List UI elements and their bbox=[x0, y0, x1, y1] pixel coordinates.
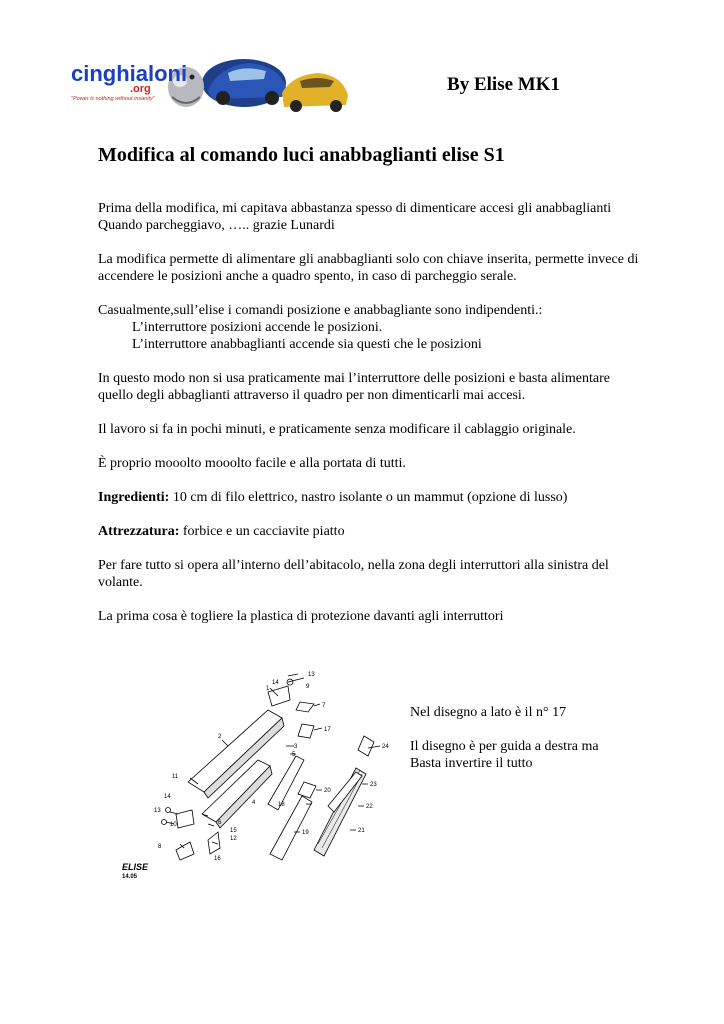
paragraph-easy: È proprio mooolto mooolto facile e alla portata di tutti. bbox=[98, 456, 406, 471]
callout-4: 4 bbox=[252, 800, 256, 806]
callout-6: 6 bbox=[218, 820, 222, 826]
elise-logo-text: ELISE bbox=[122, 862, 149, 872]
callout-14: 14 bbox=[272, 680, 279, 686]
drawing-code: 14.05 bbox=[122, 874, 138, 880]
ingredients-text: 10 cm di filo elettrico, nastro isolante o un mammut (opzione di lusso) bbox=[169, 490, 568, 505]
ingredients-label: Ingredienti: bbox=[98, 490, 170, 505]
logo-slogan: "Power is nothing without insanity" bbox=[71, 96, 155, 102]
callout-8: 8 bbox=[158, 844, 162, 850]
logo-sub: .org bbox=[130, 83, 151, 95]
callout-14b: 14 bbox=[164, 794, 171, 800]
site-logo bbox=[68, 53, 350, 115]
exploded-parts-drawing bbox=[118, 664, 400, 882]
callout-19: 20 bbox=[324, 788, 331, 794]
callout-22: 22 bbox=[366, 804, 373, 810]
tools-text: forbice e un cacciavite piatto bbox=[179, 524, 345, 539]
callout-23: 23 bbox=[370, 782, 377, 788]
callout-1: 1 bbox=[266, 686, 270, 692]
callout-24: 24 bbox=[382, 744, 389, 750]
callout-15: 15 bbox=[230, 828, 237, 834]
callout-9: 9 bbox=[306, 684, 310, 690]
callout-18: 18 bbox=[278, 802, 285, 808]
drawing-note bbox=[410, 704, 670, 789]
logo-text: cinghialoni bbox=[71, 61, 188, 86]
switches-intro: Casualmente,sull’elise i comandi posizione e anabbagliante sono indipendenti.: bbox=[98, 303, 543, 318]
callout-13: 13 bbox=[308, 672, 315, 678]
callout-5: 5 bbox=[292, 752, 296, 758]
switch-line-positions: L’interruttore posizioni accende le posizioni. bbox=[132, 320, 383, 335]
switch-line-lowbeam: L’interruttore anabbaglianti accende sia questi che le posizioni bbox=[132, 337, 482, 352]
note-line-guide: Il disegno è per guida a destra ma bbox=[410, 739, 599, 754]
note-line-part: Nel disegno a lato è il n° 17 bbox=[410, 705, 567, 720]
paragraph-switches bbox=[98, 302, 646, 353]
callout-16: 16 bbox=[214, 856, 221, 862]
callout-3: 3 bbox=[294, 744, 298, 750]
paragraph-method: In questo modo non si usa praticamente mai l’interruttore delle posizioni e basta alimentare quello degli abbaglianti attraverso il quadro per non dimenticarli mai accesi. bbox=[98, 371, 611, 403]
paragraph-location: Per fare tutto si opera all’interno dell’abitacolo, nella zona degli interruttori alla sinistra del volante. bbox=[98, 558, 609, 590]
paragraph-intro: Prima della modifica, mi capitava abbastanza spesso di dimenticare accesi gli anabbaglianti Quando parcheggiavo, ….. grazie Lunardi bbox=[98, 201, 612, 233]
tools-label: Attrezzatura: bbox=[98, 524, 180, 539]
paragraph-duration: Il lavoro si fa in pochi minuti, e praticamente senza modificare il cablaggio originale. bbox=[98, 422, 576, 437]
callout-10: 10 bbox=[170, 822, 177, 828]
article-body bbox=[98, 200, 646, 642]
car-blue-image bbox=[202, 59, 286, 107]
paragraph-first-step: La prima cosa è togliere la plastica di protezione davanti agli interruttori bbox=[98, 609, 504, 624]
page-title: Modifica al comando luci anabbaglianti elise S1 bbox=[98, 144, 505, 166]
callout-21: 21 bbox=[358, 828, 365, 834]
note-line-rhd bbox=[410, 738, 670, 772]
author-line: By Elise MK1 bbox=[447, 74, 560, 95]
callout-13b: 13 bbox=[154, 808, 161, 814]
note-line-invert: Basta invertire il tutto bbox=[410, 756, 533, 771]
callout-12: 12 bbox=[230, 836, 237, 842]
callout-7: 7 bbox=[322, 703, 326, 709]
callout-2: 2 bbox=[218, 734, 222, 740]
callout-17: 17 bbox=[324, 727, 331, 733]
callout-20: 19 bbox=[302, 830, 309, 836]
callout-11: 11 bbox=[172, 774, 179, 780]
paragraph-tools bbox=[98, 523, 646, 540]
paragraph-purpose: La modifica permette di alimentare gli anabbaglianti solo con chiave inserita, permette invece di accendere le posizioni anche a quadro spento, in caso di parcheggio serale. bbox=[98, 252, 639, 284]
paragraph-ingredients bbox=[98, 489, 646, 506]
